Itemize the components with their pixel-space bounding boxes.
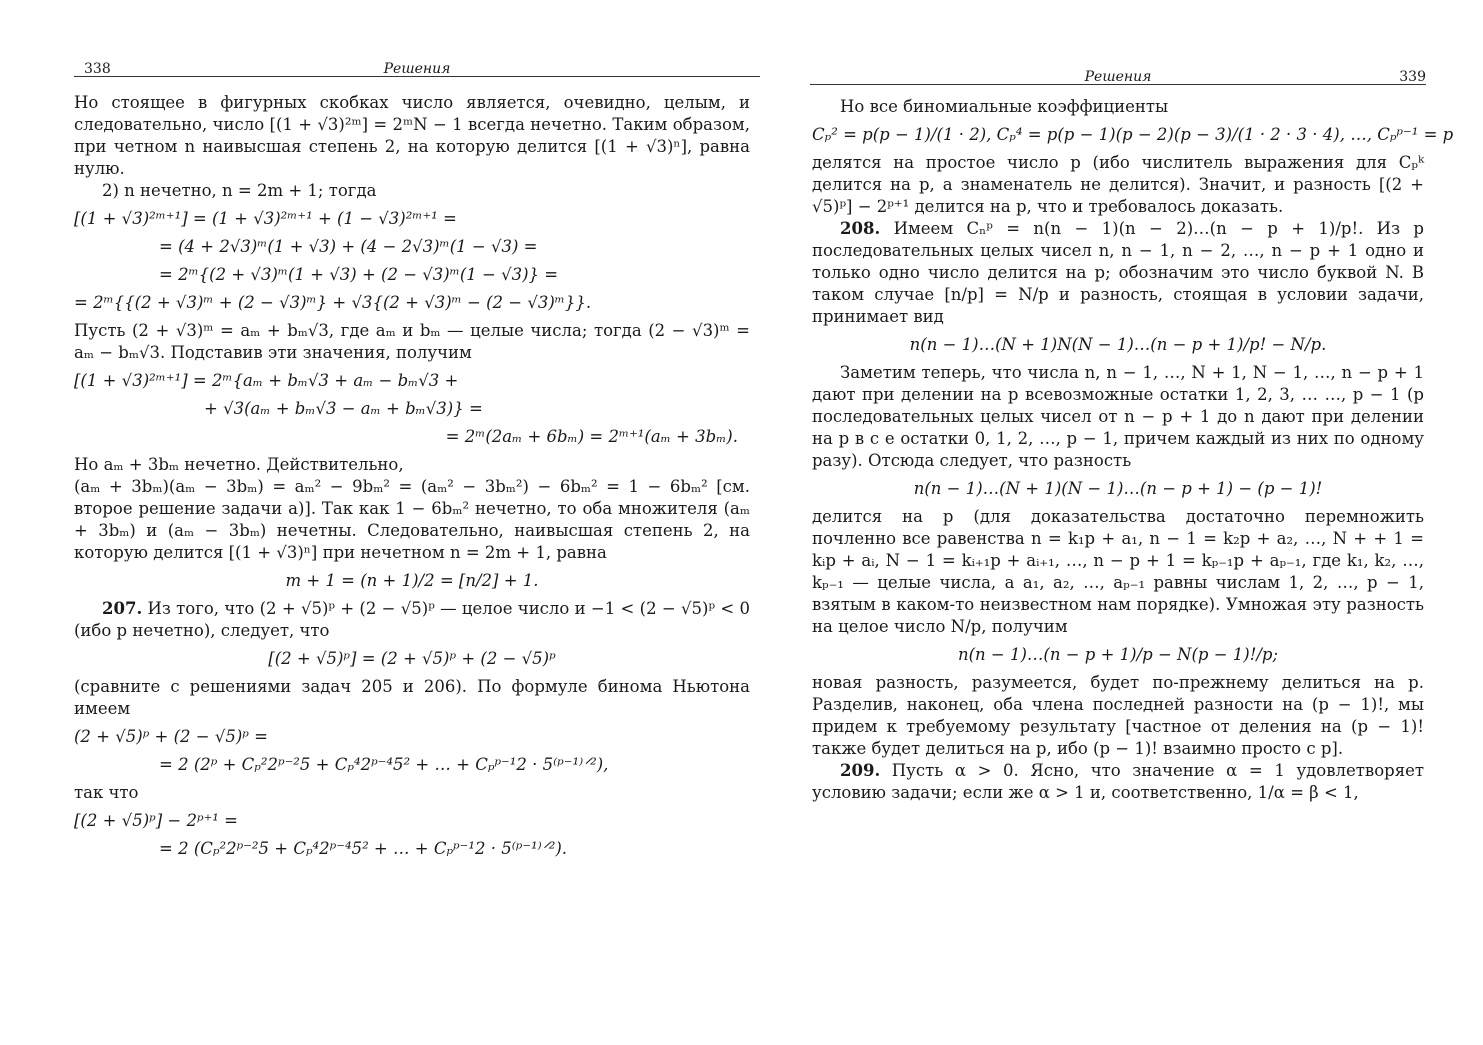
running-head — [810, 66, 1426, 85]
paragraph: новая разность, разумеется, будет по-прежнему делиться на p. Разделив, наконец, оба члена последней разности на (p − 1)!, мы придем к требуемому результату [частное от деления на (p − 1)! также будет делиться на p, ибо (p − 1)! взаимно просто с p]. — [812, 673, 1424, 758]
paragraph: Пусть (2 + √3)ᵐ = aₘ + bₘ√3, где aₘ и bₘ — целые числа; тогда (2 − √3)ᵐ = aₘ − bₘ√3. Подставив эти значения, получим — [74, 321, 750, 362]
formula: m + 1 = (n + 1)/2 = [n/2] + 1. — [285, 571, 539, 590]
paragraph: делится на p (для доказательства достаточно перемножить почленно все равенства n = k₁p + a₁, n − 1 = k₂p + a₂, …, N + + 1 = kᵢp + aᵢ, N − 1 = kᵢ₊₁p + aᵢ₊₁, …, n − p + 1 = kₚ₋₁p + aₚ₋₁, где k₁, k₂, …, kₚ₋₁ — целые числа, а a₁, a₂, …, aₚ₋₁ равны числам 1, 2, …, p − 1, взятым в каком-то неизвестном нам порядке). Умножая эту разность на целое число N/p, получим — [812, 507, 1424, 636]
paragraph: Но aₘ + 3bₘ нечетно. Действительно, — [74, 455, 404, 474]
paragraph: Но все биномиальные коэффициенты — [840, 97, 1169, 116]
paragraph: Заметим теперь, что числа n, n − 1, …, N + 1, N − 1, …, n − p + 1 дают при делении на p всевозможные остатки 1, 2, 3, … …, p − 1 (p последовательных целых чисел от n − p + 1 до n дают при делении на p в с е остатки 0, 1, 2, …, p − 1, причем каждый из них по одному разу). Отсюда следует, что разность — [812, 363, 1424, 470]
text-column — [74, 92, 750, 866]
formula: = 2 (2ᵖ + Cₚ²2ᵖ⁻²5 + Cₚ⁴2ᵖ⁻⁴5² + … + Cₚᵖ⁻¹2 · 5⁽ᵖ⁻¹⁾ᐟ²), — [159, 755, 609, 774]
formula: n(n − 1)…(N + 1)N(N − 1)…(n − p + 1)/p! − N/p. — [909, 335, 1327, 354]
problem-paragraph — [74, 598, 750, 642]
page-number: 338 — [84, 61, 111, 77]
formula: (2 + √5)ᵖ + (2 − √5)ᵖ = — [74, 727, 268, 746]
left-page — [60, 0, 760, 1045]
running-head — [74, 58, 760, 77]
paragraph-text: Имеем Cₙᵖ = n(n − 1)(n − 2)…(n − p + 1)/p!. Из p последовательных целых чисел n, n − 1, n − 2, …, n − p + 1 одно и только одно число делится на p; обозначим это число буквой N. В таком случае [n/p] = N/p и разность, стоящая в условии задачи, принимает вид — [812, 219, 1424, 326]
paragraph-text: Пусть α > 0. Ясно, что значение α = 1 удовлетворяет условию задачи; если же α > 1 и, соответственно, 1/α = β < 1, — [812, 761, 1424, 802]
problem-number: 207. — [102, 599, 143, 618]
formula: [(2 + √5)ᵖ] = (2 + √5)ᵖ + (2 − √5)ᵖ — [268, 649, 556, 668]
formula: = 2ᵐ{{(2 + √3)ᵐ + (2 − √3)ᵐ} + √3{(2 + √3)ᵐ − (2 − √3)ᵐ}}. — [74, 293, 592, 312]
paragraph: (aₘ + 3bₘ)(aₘ − 3bₘ) = aₘ² − 9bₘ² = (aₘ² − 3bₘ²) − 6bₘ² = 1 − 6bₘ² [см. второе решение задачи а)]. Так как 1 − 6bₘ² нечетно, то оба множителя (aₘ + 3bₘ) и (aₘ − 3bₘ) нечетны. Следовательно, наивысшая степень 2, на которую делится [(1 + √3)ⁿ] при нечетном n = 2m + 1, равна — [74, 477, 750, 562]
paragraph: (сравните с решениями задач 205 и 206). По формуле бинома Ньютона имеем — [74, 677, 750, 718]
formula: [(2 + √5)ᵖ] − 2ᵖ⁺¹ = — [74, 811, 238, 830]
paragraph: Но стоящее в фигурных скобках число является, очевидно, целым, и следовательно, число [(1 + √3)²ᵐ] = 2ᵐN − 1 всегда нечетно. Таким образом, при четном n наивысшая степень 2, на которую делится [(1 + √3)ⁿ], равна нулю. — [74, 93, 750, 178]
paragraph-text: Из того, что (2 + √5)ᵖ + (2 − √5)ᵖ — целое число и −1 < (2 − √5)ᵖ < 0 (ибо p нечетно), следует, что — [74, 599, 750, 640]
formula: n(n − 1)…(n − p + 1)/p − N(p − 1)!/p; — [957, 645, 1279, 664]
paragraph: делятся на простое число p (ибо числитель выражения для Cₚᵏ делится на p, а знаменатель не делится). Значит, и разность [(2 + √5)ᵖ] − 2ᵖ⁺¹ делится на p, что и требовалось доказать. — [812, 153, 1424, 216]
right-page — [790, 0, 1483, 1045]
problem-number: 208. — [840, 219, 881, 238]
problem-paragraph — [812, 218, 1424, 328]
formula: = 2 (Cₚ²2ᵖ⁻²5 + Cₚ⁴2ᵖ⁻⁴5² + … + Cₚᵖ⁻¹2 · 5⁽ᵖ⁻¹⁾ᐟ²). — [159, 839, 568, 858]
running-title: Решения — [1084, 69, 1152, 85]
running-title: Решения — [383, 61, 451, 77]
page-number: 339 — [1399, 69, 1426, 85]
formula: n(n − 1)…(N + 1)(N − 1)…(n − p + 1) − (p − 1)! — [913, 479, 1323, 498]
formula: + √3(aₘ + bₘ√3 − aₘ + bₘ√3)} = — [204, 399, 483, 418]
problem-number: 209. — [840, 761, 881, 780]
formula: = 2ᵐ{(2 + √3)ᵐ(1 + √3) + (2 − √3)ᵐ(1 − √3)} = — [159, 265, 559, 284]
formula: [(1 + √3)²ᵐ⁺¹] = (1 + √3)²ᵐ⁺¹ + (1 − √3)²ᵐ⁺¹ = — [74, 209, 457, 228]
paragraph: так что — [74, 783, 139, 802]
text-column — [812, 96, 1454, 804]
problem-paragraph — [812, 760, 1424, 804]
formula: [(1 + √3)²ᵐ⁺¹] = 2ᵐ{aₘ + bₘ√3 + aₘ − bₘ√3 + — [74, 371, 459, 390]
formula: Cₚ² = p(p − 1)/(1 · 2), Cₚ⁴ = p(p − 1)(p − 2)(p − 3)/(1 · 2 · 3 · 4), …, Cₚᵖ⁻¹ = p — [812, 125, 1454, 144]
paragraph: 2) n нечетно, n = 2m + 1; тогда — [102, 181, 377, 200]
formula: = (4 + 2√3)ᵐ(1 + √3) + (4 − 2√3)ᵐ(1 − √3) = — [159, 237, 538, 256]
formula: = 2ᵐ(2aₘ + 6bₘ) = 2ᵐ⁺¹(aₘ + 3bₘ). — [445, 427, 738, 446]
